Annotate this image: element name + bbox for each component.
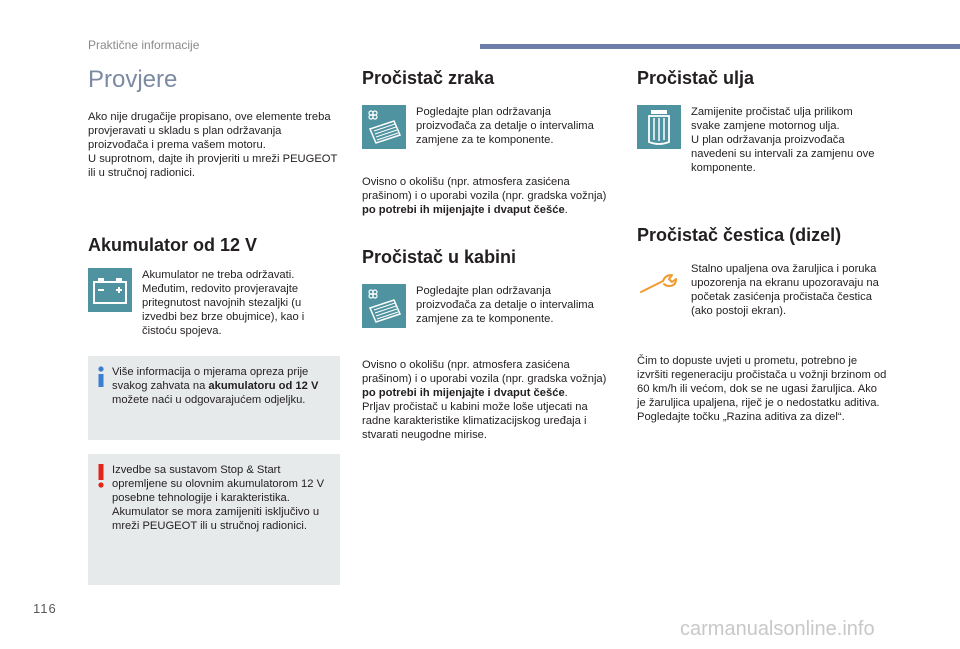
section-label: Praktične informacije bbox=[88, 38, 200, 52]
info-icon bbox=[96, 366, 106, 393]
info-note-text: Više informacija o mjerama opreza prije svakog zahvata na bbox=[112, 366, 309, 392]
oil-filter-text-1: Zamijenite pročistač ulja prilikom svake zamjene motornog ulja. bbox=[691, 106, 853, 132]
cabin-filter-icon-text: Pogledajte plan održavanja proizvođača za detalje o intervalima zamjene za te komponente. bbox=[416, 285, 594, 325]
air-filter-row bbox=[362, 105, 612, 149]
column-oil-particle bbox=[637, 62, 887, 424]
oil-filter-row bbox=[637, 105, 887, 175]
oil-filter-text-2: U plan održavanja proizvođača navedeni su intervali za zamjenu ove komponente. bbox=[691, 134, 875, 174]
air-filter-para: Ovisno o okolišu (npr. atmosfera zasićena prašinom) i o uporabi vozila (npr. gradska vožnja) bbox=[362, 176, 607, 202]
battery-row bbox=[88, 268, 343, 338]
column-checks bbox=[88, 62, 343, 338]
cabin-filter-para-end: . bbox=[564, 387, 568, 399]
battery-heading: Akumulator od 12 V bbox=[88, 235, 258, 255]
warning-note bbox=[88, 454, 340, 585]
intro-text-2: U suprotnom, dajte ih provjeriti u mreži PEUGEOT ili u stručnoj radionici. bbox=[88, 153, 338, 179]
battery-icon bbox=[88, 268, 132, 312]
watermark: carmanualsonline.info bbox=[680, 618, 875, 640]
particle-filter-icon-text: Stalno upaljena ova žaruljica i poruka upozorenja na ekranu upozoravaju na početak zasićenja pročistača čestica (ako postoji ekran). bbox=[691, 263, 879, 317]
particle-filter-row bbox=[637, 262, 887, 318]
battery-text: Akumulator ne treba održavati. Međutim, redovito provjeravajte pritegnutost navojnih stezaljki (u izvedbi bez brze obujmice), kao i čistoću spojeva. bbox=[142, 269, 305, 337]
particle-filter-para: Čim to dopuste uvjeti u prometu, potrebno je izvršiti regeneraciju pročistača u vožnji brzinom od 60 km/h ili većom, dok se ne ugasi žaruljica. Ako je žaruljica upaljena, riječ je o nedostatku aditiva. Pogledajte točku „Razina aditiva za dizel“. bbox=[637, 355, 887, 423]
oil-filter-heading: Pročistač ulja bbox=[637, 68, 755, 88]
wrench-warning-icon bbox=[637, 262, 681, 306]
info-note-bold: akumulatoru od 12 V bbox=[208, 380, 319, 392]
air-filter-icon bbox=[362, 105, 406, 149]
cabin-filter-para-bold: po potrebi ih mijenjajte i dvaput češće bbox=[362, 387, 565, 399]
page-title: Provjere bbox=[88, 66, 178, 93]
cabin-filter-icon bbox=[362, 284, 406, 328]
cabin-filter-para: Ovisno o okolišu (npr. atmosfera zasićena prašinom) i o uporabi vozila (npr. gradska vožnja) bbox=[362, 359, 607, 385]
oil-filter-icon bbox=[637, 105, 681, 149]
air-filter-para-end: . bbox=[564, 204, 568, 216]
particle-filter-heading: Pročistač čestica (dizel) bbox=[637, 225, 842, 245]
info-note-text-end: možete naći u odgovarajućem odjeljku. bbox=[112, 394, 306, 406]
cabin-filter-heading: Pročistač u kabini bbox=[362, 247, 517, 267]
air-filter-para-bold: po potrebi ih mijenjajte i dvaput češće bbox=[362, 204, 565, 216]
header-bar bbox=[480, 44, 960, 49]
air-filter-heading: Pročistač zraka bbox=[362, 68, 495, 88]
warning-note-text: Izvedbe sa sustavom Stop & Start opremljene su olovnim akumulatorom 12 V posebne tehnologije i karakteristika. Akumulator se mora zamijeniti isključivo u mreži PEUGEOT ili u stručnoj radionici. bbox=[112, 464, 325, 532]
info-note bbox=[88, 356, 340, 440]
cabin-filter-para-2: Prljav pročistač u kabini može loše utjecati na radne karakteristike klimatizacijskog uređaja i stvarati neugodne mirise. bbox=[362, 401, 588, 441]
intro-text-1: Ako nije drugačije propisano, ove elemente treba provjeravati u skladu s plan održavanja proizvođača i prema vašem motoru. bbox=[88, 111, 331, 151]
cabin-filter-row bbox=[362, 284, 612, 328]
warning-icon bbox=[96, 464, 106, 493]
page-number: 116 bbox=[33, 601, 57, 616]
column-air-filters bbox=[362, 62, 612, 442]
air-filter-icon-text: Pogledajte plan održavanja proizvođača za detalje o intervalima zamjene za te komponente. bbox=[416, 106, 594, 146]
